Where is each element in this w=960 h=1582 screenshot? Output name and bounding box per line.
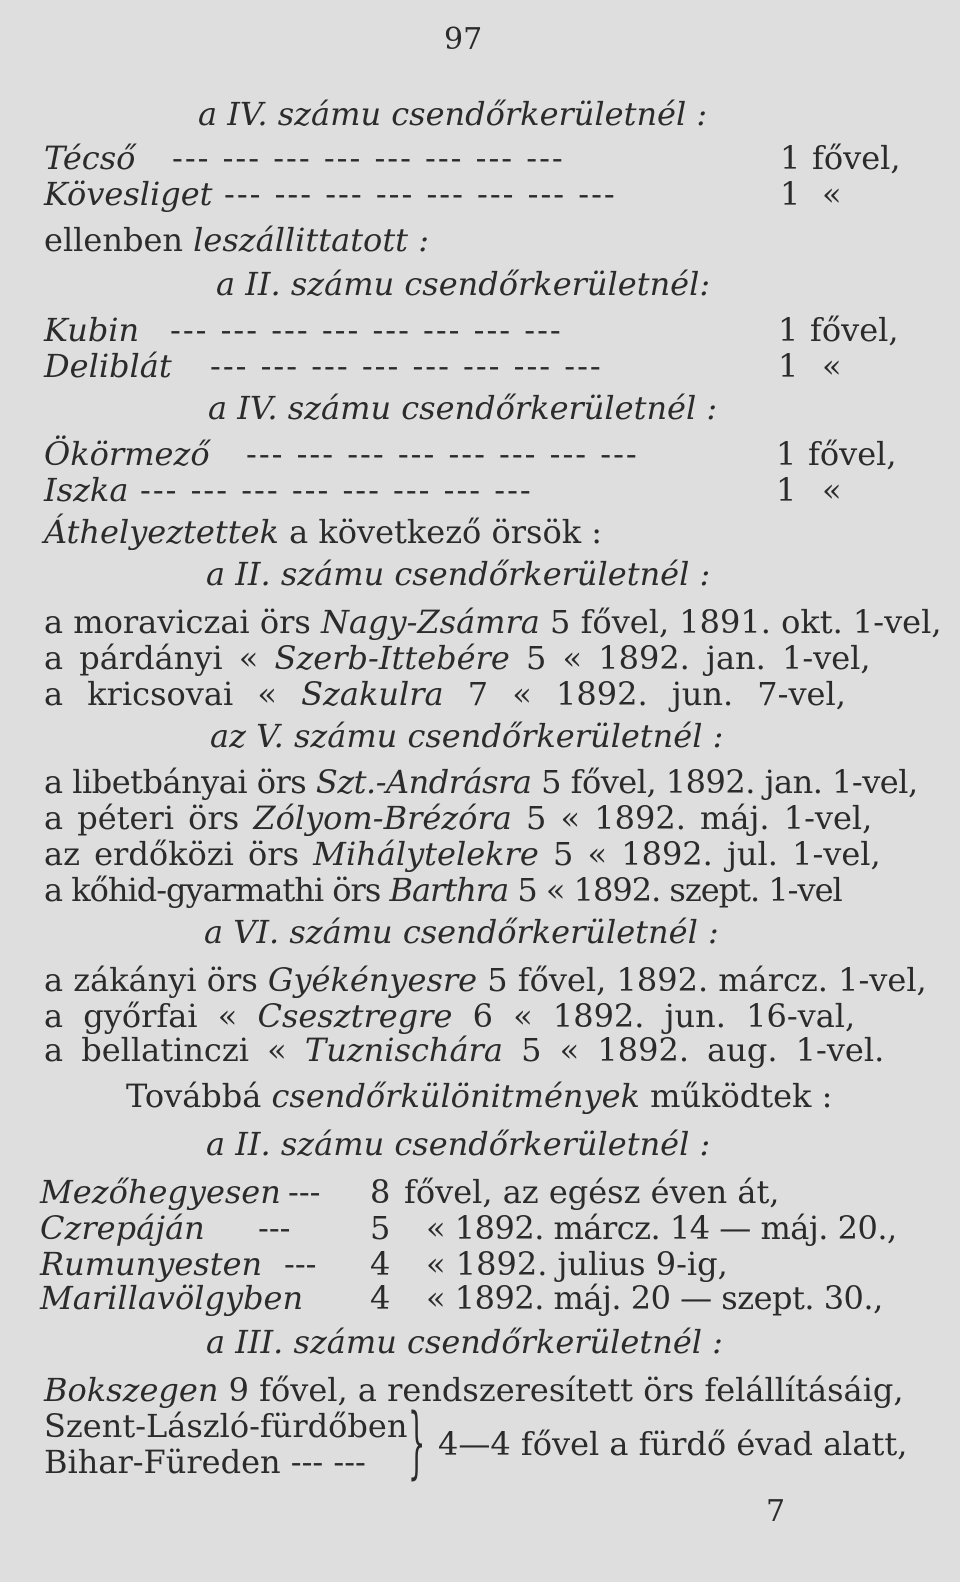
detachment-detail: « 1892. máj. 20 — szept. 30., <box>426 1279 883 1317</box>
leader-dots: --- <box>284 1245 317 1283</box>
transfer-row: a zákányi örs Gyékényesre 5 fővel, 1892. márcz. 1-vel, <box>44 961 927 999</box>
unit: fővel, <box>810 311 899 349</box>
fureden-line2: Bihar-Füreden --- --- <box>44 1443 366 1481</box>
count: 5 <box>370 1209 391 1247</box>
transfer-row: a libetbányai örs Szt.-Andrásra 5 fővel, 1892. jan. 1-vel, <box>44 763 918 801</box>
place-name: Mezőhegyesen <box>40 1173 281 1211</box>
footer-number: 7 <box>766 1494 786 1529</box>
section-heading-iv: a IV. számu csendőrkerületnél : <box>198 95 708 133</box>
athely-line: Áthelyeztettek a következő örsök : <box>44 513 603 551</box>
section-heading-iv: a IV. számu csendőrkerületnél : <box>208 389 718 427</box>
place-name: Iszka <box>44 471 129 509</box>
leader-dots: --- --- --- --- --- --- --- --- <box>246 435 639 473</box>
count: 1 <box>780 139 801 177</box>
unit: fővel, <box>812 139 901 177</box>
transfer-row: a kricsovai « Szakulra 7 « 1892. jun. 7-vel, <box>44 675 846 713</box>
unit: « <box>822 175 842 213</box>
curly-brace: } <box>408 1398 426 1488</box>
transfer-row: a párdányi « Szerb-Ittebére 5 « 1892. jan. 1-vel, <box>44 639 871 677</box>
section-heading-ii: a II. számu csendőrkerületnél: <box>216 265 711 303</box>
place-name: Técső <box>44 139 136 177</box>
section-heading-ii: a II. számu csendőrkerületnél : <box>206 1125 711 1163</box>
count: 4 <box>370 1279 391 1317</box>
bokszegen-line: Bokszegen 9 fővel, a rendszeresített örs felállításáig, <box>44 1371 904 1409</box>
transfer-row: az erdőközi örs Mihálytelekre 5 « 1892. jul. 1-vel, <box>44 835 881 873</box>
place-name: Marillavölgyben <box>40 1279 304 1317</box>
count: 1 <box>778 347 799 385</box>
unit: « <box>822 471 842 509</box>
count: 4 <box>370 1245 391 1283</box>
leader-dots: --- <box>258 1209 291 1247</box>
leader-dots: --- <box>288 1173 321 1211</box>
transfer-row: a bellatinczi « Tuznischára 5 « 1892. aug. 1-vel. <box>44 1031 885 1069</box>
transfer-row: a győrfai « Csesztregre 6 « 1892. jun. 16-val, <box>44 997 856 1035</box>
unit: « <box>822 347 842 385</box>
unit: fővel, <box>808 435 897 473</box>
page-number: 97 <box>444 22 483 57</box>
place-name: Kubin <box>44 311 140 349</box>
place-name: Ökörmező <box>44 435 210 473</box>
count: 1 <box>776 471 797 509</box>
leader-dots: --- --- --- --- --- --- --- --- <box>224 175 617 213</box>
leader-dots: --- --- --- --- --- --- --- --- <box>140 471 533 509</box>
place-name: Deliblát <box>44 347 172 385</box>
section-heading-iii: a III. számu csendőrkerületnél : <box>206 1323 723 1361</box>
detachment-detail: « 1892. márcz. 14 — máj. 20., <box>426 1209 897 1247</box>
fureden-line1: Szent-László-fürdőben <box>44 1407 408 1445</box>
section-heading-ii: a II. számu csendőrkerületnél : <box>206 555 711 593</box>
count: 1 <box>778 311 799 349</box>
leader-dots: --- --- --- --- --- --- --- --- <box>210 347 603 385</box>
ellenben-line: ellenben leszállittatott : <box>44 221 429 259</box>
section-heading-vi: a VI. számu csendőrkerületnél : <box>204 913 719 951</box>
tovabba-line: Továbbá csendőrkülönitmények működtek : <box>126 1077 833 1115</box>
transfer-row: a péteri örs Zólyom-Brézóra 5 « 1892. máj. 1-vel, <box>44 799 873 837</box>
count: 1 <box>776 435 797 473</box>
detachment-detail: fővel, az egész éven át, <box>404 1173 780 1211</box>
transfer-row: a moraviczai örs Nagy-Zsámra 5 fővel, 1891. okt. 1-vel, <box>44 603 942 641</box>
place-name: Rumunyesten <box>40 1245 263 1283</box>
section-heading-v: az V. számu csendőrkerületnél : <box>210 717 724 755</box>
detachment-detail: « 1892. julius 9-ig, <box>426 1245 728 1283</box>
fureden-detail: 4—4 fővel a fürdő évad alatt, <box>438 1425 908 1463</box>
leader-dots: --- --- --- --- --- --- --- --- <box>170 311 563 349</box>
transfer-row: a kőhid-gyarmathi örs Barthra 5 « 1892. szept. 1-vel <box>44 871 842 909</box>
leader-dots: --- --- --- --- --- --- --- --- <box>172 139 565 177</box>
place-name: Kövesliget <box>44 175 213 213</box>
place-name: Czrepáján <box>40 1209 205 1247</box>
count: 8 <box>370 1173 391 1211</box>
count: 1 <box>780 175 801 213</box>
